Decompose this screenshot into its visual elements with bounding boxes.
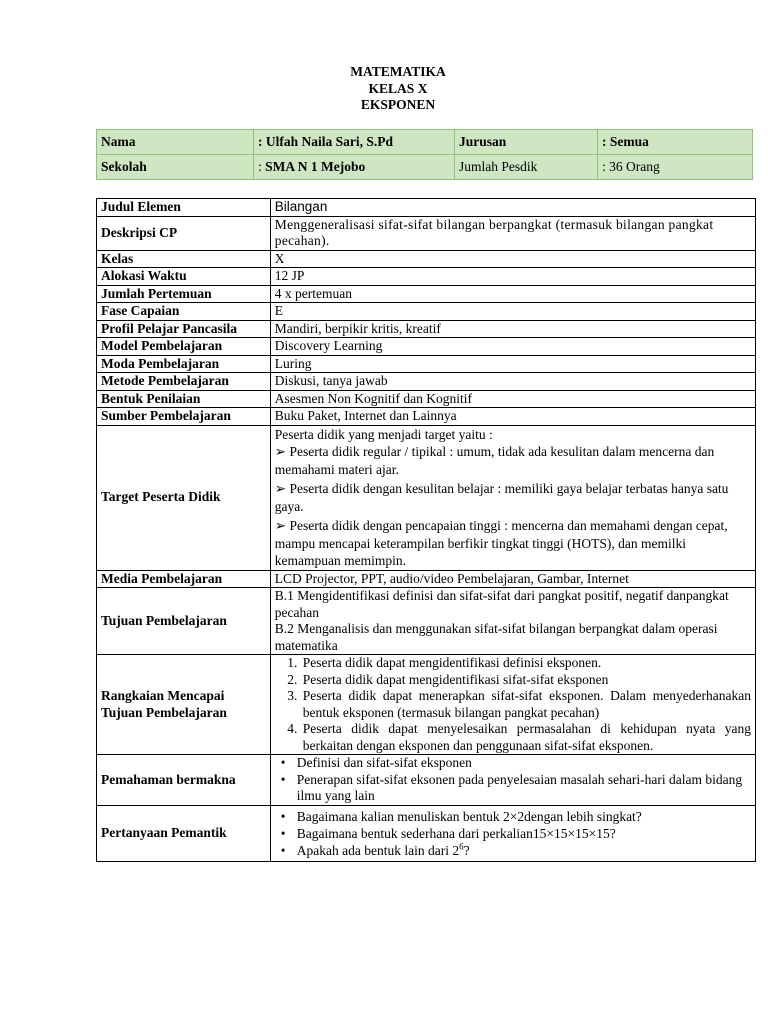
row-media-pembelajaran bbox=[97, 570, 756, 588]
arrow-icon: ➢ bbox=[274, 518, 287, 533]
value-media-pembelajaran: LCD Projector, PPT, audio/video Pembelajaran, Gambar, Internet bbox=[270, 570, 755, 588]
list-item: 3. Peserta didik dapat menerapkan sifat-sifat eksponen. Dalam menyederhanakan bentuk eksponen (termasuk bilangan pangkat pecahan) bbox=[301, 688, 751, 721]
value-tujuan-pembelajaran bbox=[270, 588, 755, 655]
jumlah-pesdik-label: Jumlah Pesdik bbox=[455, 155, 598, 180]
label-fase-capaian: Fase Capaian bbox=[97, 303, 271, 321]
row-tujuan-pembelajaran bbox=[97, 588, 756, 655]
value-deskripsi-cp: Menggeneralisasi sifat-sifat bilangan berpangkat (termasuk bilangan pangkat pecahan). bbox=[270, 216, 755, 250]
pemantik-list bbox=[275, 808, 751, 859]
jumlah-pesdik-value: : 36 Orang bbox=[598, 155, 753, 180]
title-topic: EKSPONEN bbox=[360, 97, 436, 112]
label-moda-pembelajaran: Moda Pembelajaran bbox=[97, 355, 271, 373]
bullet-icon: • bbox=[280, 808, 286, 824]
label-kelas: Kelas bbox=[97, 250, 271, 268]
list-item: 1. Peserta didik dapat mengidentifikasi definisi eksponen. bbox=[301, 655, 751, 672]
nama-label: Nama bbox=[97, 130, 254, 155]
row-metode-pembelajaran bbox=[97, 373, 756, 391]
bullet-icon: • bbox=[280, 842, 286, 858]
document-title bbox=[0, 64, 768, 114]
jurusan-value: : Semua bbox=[598, 130, 753, 155]
label-alokasi-waktu: Alokasi Waktu bbox=[97, 268, 271, 286]
label-metode-pembelajaran: Metode Pembelajaran bbox=[97, 373, 271, 391]
row-judul-elemen bbox=[97, 199, 756, 217]
row-model-pembelajaran bbox=[97, 338, 756, 356]
learning-info-table bbox=[96, 198, 756, 862]
list-item: • Bagaimana bentuk sederhana dari perkalian15×15×15×15? bbox=[280, 825, 616, 841]
row-sumber-pembelajaran bbox=[97, 408, 756, 426]
row-jumlah-pertemuan bbox=[97, 285, 756, 303]
identity-row-1 bbox=[97, 130, 753, 155]
value-pertanyaan-pemantik bbox=[270, 805, 755, 861]
sekolah-label: Sekolah bbox=[97, 155, 254, 180]
label-rangkaian-line1: Rangkaian Mencapai bbox=[101, 688, 225, 703]
value-pemahaman-bermakna bbox=[270, 755, 755, 806]
tujuan-b1: B.1 Mengidentifikasi definisi dan sifat-sifat dari pangkat positif, negatif danpangkat pecahan bbox=[274, 588, 729, 620]
nama-value: : Ulfah Naila Sari, S.Pd bbox=[254, 130, 455, 155]
target-item: ➢ Peserta didik dengan pencapaian tinggi : mencerna dan memahami dengan cepat, mampu mencapai keterampilan berfikir tingkat tinggi (HOTS), dan memilki kemampuan memimpin. bbox=[274, 518, 728, 568]
bullet-icon: • bbox=[280, 825, 286, 841]
label-sumber-pembelajaran: Sumber Pembelajaran bbox=[97, 408, 271, 426]
value-jumlah-pertemuan: 4 x pertemuan bbox=[270, 285, 755, 303]
row-pertanyaan-pemantik bbox=[97, 805, 756, 861]
value-judul-elemen: Bilangan bbox=[270, 199, 755, 217]
row-pemahaman-bermakna bbox=[97, 755, 756, 806]
sekolah-value: SMA N 1 Mejobo bbox=[261, 159, 366, 174]
jurusan-label: Jurusan bbox=[455, 130, 598, 155]
value-metode-pembelajaran: Diskusi, tanya jawab bbox=[270, 373, 755, 391]
arrow-icon: ➢ bbox=[274, 444, 287, 459]
value-alokasi-waktu: 12 JP bbox=[270, 268, 755, 286]
value-sumber-pembelajaran: Buku Paket, Internet dan Lainnya bbox=[270, 408, 755, 426]
label-judul-elemen: Judul Elemen bbox=[97, 199, 271, 217]
label-target-peserta: Target Peserta Didik bbox=[97, 425, 271, 570]
list-item: • Penerapan sifat-sifat eksonen pada penyelesaian masalah sehari-hari dalam bidang ilmu yang lain bbox=[280, 771, 743, 803]
label-rangkaian bbox=[97, 655, 271, 755]
title-subject: MATEMATIKA bbox=[350, 64, 446, 79]
label-tujuan-pembelajaran: Tujuan Pembelajaran bbox=[97, 588, 271, 655]
row-deskripsi-cp bbox=[97, 216, 756, 250]
identity-table bbox=[96, 129, 753, 180]
label-deskripsi-cp: Deskripsi CP bbox=[97, 216, 271, 250]
rangkaian-list bbox=[275, 655, 751, 754]
bullet-icon: • bbox=[280, 755, 286, 770]
target-item: ➢ Peserta didik dengan kesulitan belajar : memiliki gaya belajar terbatas hanya satu gaya. bbox=[274, 481, 729, 514]
row-rangkaian bbox=[97, 655, 756, 755]
row-bentuk-penilaian bbox=[97, 390, 756, 408]
value-profil-pelajar: Mandiri, berpikir kritis, kreatif bbox=[270, 320, 755, 338]
label-jumlah-pertemuan: Jumlah Pertemuan bbox=[97, 285, 271, 303]
target-intro: Peserta didik yang menjadi target yaitu : bbox=[274, 426, 493, 442]
label-media-pembelajaran: Media Pembelajaran bbox=[97, 570, 271, 588]
label-rangkaian-line2: Tujuan Pembelajaran bbox=[101, 704, 227, 720]
label-bentuk-penilaian: Bentuk Penilaian bbox=[97, 390, 271, 408]
label-profil-pelajar: Profil Pelajar Pancasila bbox=[97, 320, 271, 338]
label-pertanyaan-pemantik: Pertanyaan Pemantik bbox=[97, 805, 271, 861]
list-item: • Bagaimana kalian menuliskan bentuk 2×2dengan lebih singkat? bbox=[280, 808, 642, 824]
value-target-peserta bbox=[270, 425, 755, 570]
target-item: ➢ Peserta didik regular / tipikal : umum, tidak ada kesulitan dalam mencerna dan memahami materi ajar. bbox=[274, 444, 715, 477]
sekolah-value-cell bbox=[254, 155, 455, 180]
sekolah-colon: : bbox=[258, 159, 262, 174]
row-moda-pembelajaran bbox=[97, 355, 756, 373]
list-item: 2. Peserta didik dapat mengidentifikasi sifat-sifat eksponen bbox=[301, 672, 751, 689]
tujuan-b2: B.2 Menganalisis dan menggunakan sifat-sifat bilangan berpangkat dalam operasi matematika bbox=[274, 621, 718, 653]
row-target-peserta bbox=[97, 425, 756, 570]
list-item: 4. Peserta didik dapat menyelesaikan permasalahan di kehidupan nyata yang berkaitan dengan eksponen dan penggunaan sifat-sifat eksponen. bbox=[301, 721, 751, 754]
row-profil-pelajar bbox=[97, 320, 756, 338]
exponent: 6 bbox=[459, 841, 464, 851]
value-model-pembelajaran: Discovery Learning bbox=[270, 338, 755, 356]
list-item: • Definisi dan sifat-sifat eksponen bbox=[280, 755, 472, 770]
bullet-icon: • bbox=[280, 771, 286, 787]
row-alokasi-waktu bbox=[97, 268, 756, 286]
value-moda-pembelajaran: Luring bbox=[270, 355, 755, 373]
row-kelas bbox=[97, 250, 756, 268]
value-rangkaian bbox=[270, 655, 755, 755]
value-kelas: X bbox=[270, 250, 755, 268]
value-fase-capaian: E bbox=[270, 303, 755, 321]
row-fase-capaian bbox=[97, 303, 756, 321]
value-bentuk-penilaian: Asesmen Non Kognitif dan Kognitif bbox=[270, 390, 755, 408]
identity-row-2 bbox=[97, 155, 753, 180]
label-model-pembelajaran: Model Pembelajaran bbox=[97, 338, 271, 356]
list-item: • Apakah ada bentuk lain dari $2^6$? bbox=[280, 841, 470, 858]
pemahaman-list bbox=[275, 755, 751, 805]
title-class: KELAS X bbox=[368, 80, 428, 96]
label-pemahaman-bermakna: Pemahaman bermakna bbox=[97, 755, 271, 806]
arrow-icon: ➢ bbox=[274, 481, 287, 496]
